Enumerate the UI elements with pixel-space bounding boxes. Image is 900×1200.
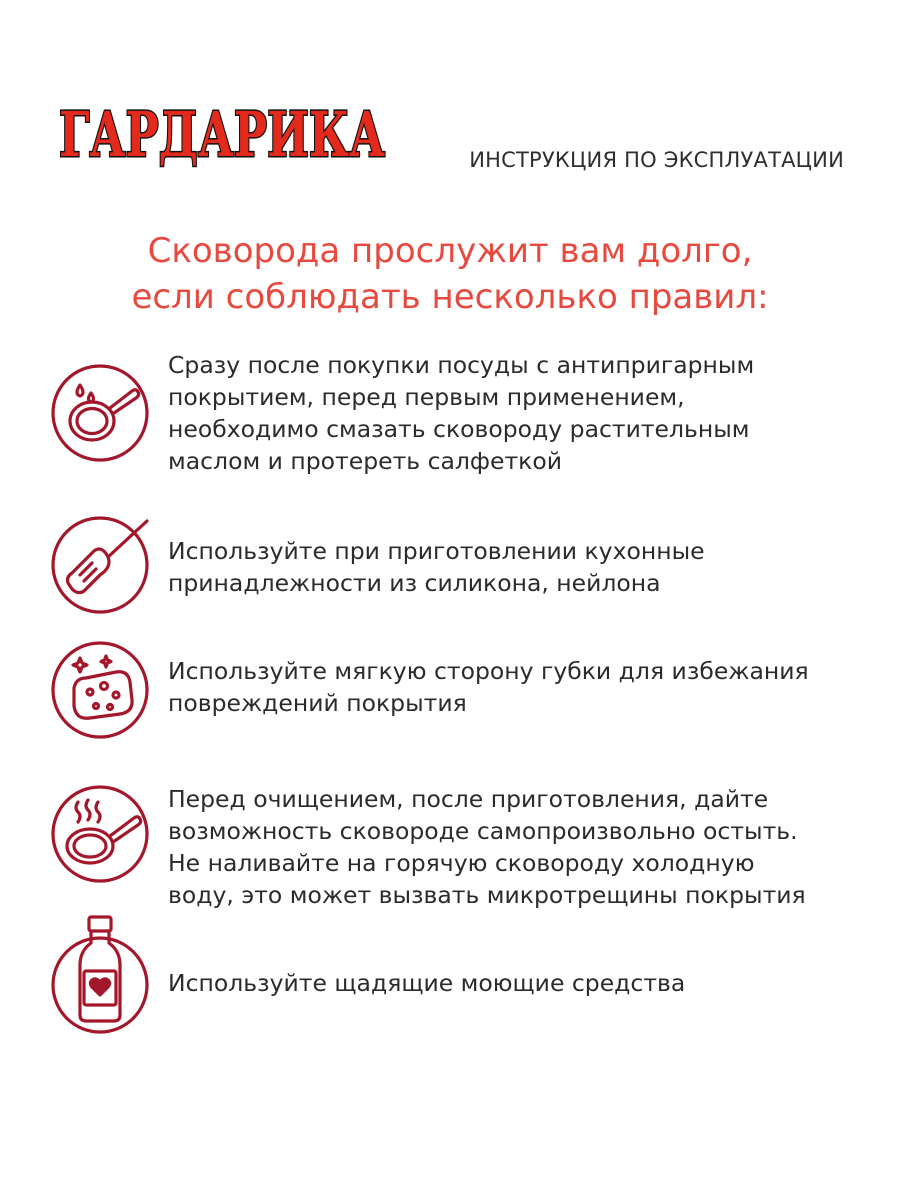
spatula-icon xyxy=(50,515,150,615)
tip-text-detergent: Используйте щадящие моющие средства xyxy=(168,969,686,997)
document-type-label: ИНСТРУКЦИЯ ПО ЭКСПЛУАТАЦИИ xyxy=(469,148,844,172)
brand-logo-wordmark xyxy=(55,78,390,173)
detergent-bottle-icon xyxy=(50,935,150,1035)
hot-pan-icon xyxy=(50,784,150,884)
tip-text-utensils: Используйте при приготовлении кухонные принадлежности из силикона, нейлона xyxy=(168,537,705,597)
tip-text-oil: Сразу после покупки посуды с антипригарным покрытием, перед первым применением, необходимо смазать сковороду растительным маслом и протереть салфеткой xyxy=(168,351,755,475)
sponge-icon xyxy=(50,640,150,740)
svg-text:ГАРДАРИКА: ГАРДАРИКА xyxy=(59,98,385,171)
tip-text-sponge: Используйте мягкую сторону губки для избежания повреждений покрытия xyxy=(168,657,809,717)
tip-item-utensils xyxy=(50,515,870,615)
tip-item-cooling xyxy=(50,780,870,910)
headline xyxy=(0,228,900,320)
headline-line-1: Сковорода прослужит вам долго, xyxy=(147,231,753,271)
brand-logo xyxy=(55,78,390,173)
tip-item-sponge xyxy=(50,640,870,740)
oiled-pan-icon xyxy=(50,363,150,463)
tip-item-oil xyxy=(50,351,870,485)
tip-item-detergent xyxy=(50,935,870,1035)
headline-line-2: если соблюдать несколько правил: xyxy=(131,277,769,317)
tip-text-cooling: Перед очищением, после приготовления, дайте возможность сковороде самопроизвольно остыть. Не наливайте на горячую сковороду холодную воду, это может вызвать микротрещины покрытия xyxy=(168,785,806,909)
